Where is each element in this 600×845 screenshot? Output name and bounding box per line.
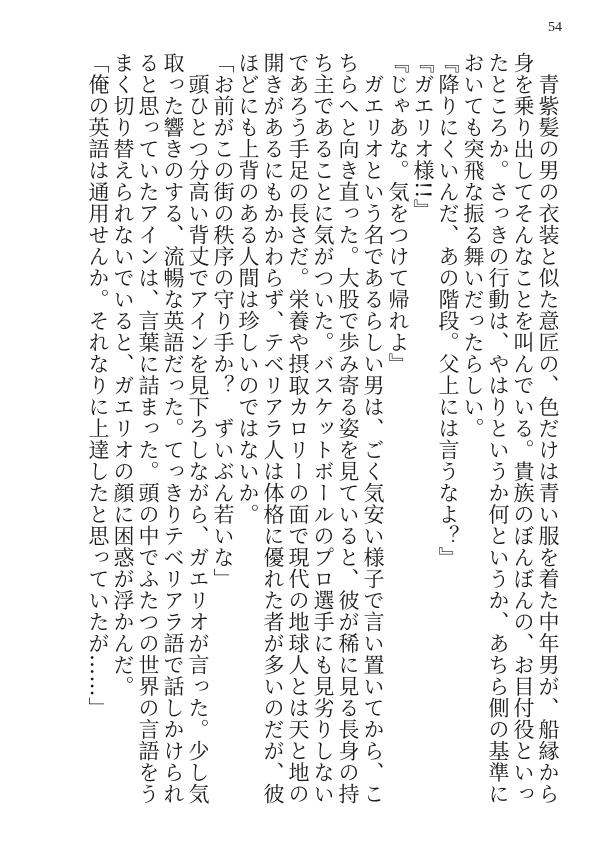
paragraph: 頭ひとつ分高い背丈でアインを見下ろしながら、ガエリオが言った。少し気取った響きのする、流暢な英語だった。てっきりテベリアラ語で話しかけられると思っていたアインは、言葉に詰まった。頭の中でふたつの世界の言語をうまく切り替えられないでいると、ガエリオの顔に困惑が浮かんだ。 <box>111 52 210 805</box>
page-number: 54 <box>548 20 562 35</box>
vertical-text-body <box>40 52 560 812</box>
paragraph: 青紫髪の男の衣装と似た意匠の、色だけは青い服を着た中年男が、船縁から身を乗り出してそんなことを叫んでいる。貴族のぼんぼんの、お目付役といったところか。さっきの行動は、やはりというか何というか、あちら側の基準においても突飛な振る舞いだったらしい。 <box>461 52 560 805</box>
paragraph: 『じゃあな。気をつけて帰れよ』 <box>386 52 410 375</box>
paragraph: 「俺の英語は通用せんか。それなりに上達したと思っていたが……」 <box>86 52 110 719</box>
paragraph: 『降りにくいんだ、あの階段。父上には言うなよ？』 <box>436 52 460 568</box>
paragraph: 「お前がこの街の秩序の守り手か？ ずいぶん若いな」 <box>211 52 235 590</box>
paragraph: 『ガエリオ様!!』 <box>411 52 435 221</box>
paragraph: ガエリオという名であるらしい男は、ごく気安い様子で言い置いてから、こちらへと向き直った。大股で歩み寄る姿を見ていると、彼が稀に見る長身の持ち主であることに気がついた。バスケットボールのプロ選手にも見劣りしないであろう手足の長さだ。栄養や摂取カロリーの面で現代の地球人とは天と地の開きがあるにもかかわらず、テベリアラ人は体格に優れた者が多いのだが、彼ほどにも上背のある人間は珍しいのではないか。 <box>236 52 385 805</box>
